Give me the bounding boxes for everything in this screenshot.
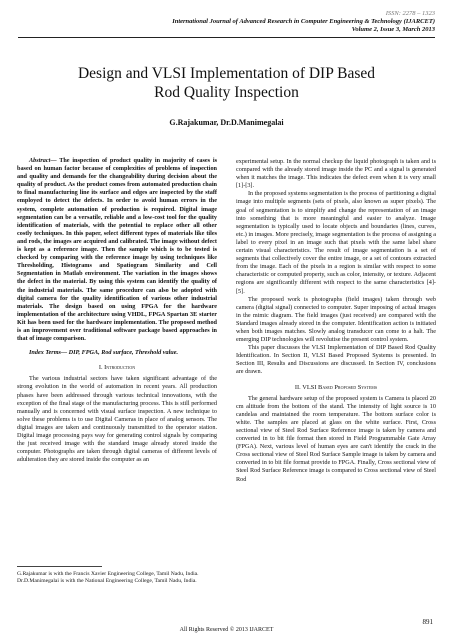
footnote-2: Dr.D.Manimegalai is with the National Engineering College, Tamil Nadu, India.	[17, 578, 197, 584]
right-paragraph-4: This paper discusses the VLSI Implementation of DIP Based Rod Quality Identification. In Section II, VLSI Based Proposed Systems is presented. In Section III, Results and Discussions are discussed. In Section IV, conclusions are drawn.	[236, 344, 436, 376]
journal-name: International Journal of Advanced Research in Computer Engineering & Technology (IJARCET)	[172, 18, 435, 25]
section-heading-introduction: I. Introduction	[98, 364, 136, 372]
abstract	[17, 157, 217, 343]
header-divider	[18, 37, 435, 38]
right-column	[236, 158, 436, 484]
right-paragraph-5: The general hardware setup of the proposed system is Camera is placed 20 cm altitude from the bottom of the stand. The intensity of light source is 10 candelas and maintained the room temperature. The bottom surface color is white. The samples are placed at glass on the white surface. First, Cross sectional view of Steel Rod Surface Reference image is taken by camera and converted in to bit file format then stored in Field Programmable Gate Array (FPGA). Next, various level of human eyes are can't identify the crack in the Cross sectional view of Steel Rod Surface Sample image is taken by camera and converted in to bit file format provide to FPGA. Finally, Cross sectional view of Steel Rod Surface Reference image is compared to Cross sectional view of Steel Rod	[236, 394, 436, 483]
abstract-lead: Abstract	[29, 157, 51, 164]
footnote-1: G.Rajakumar is with the Francis Xavier Engineering College, Tamil Nadu, India.	[17, 571, 199, 577]
page-footer: All Rights Reserved © 2013 IJARCET	[179, 627, 274, 633]
paper-authors: G.Rajakumar, Dr.D.Manimegalai	[169, 118, 284, 127]
abstract-text: — The inspection of product quality in majority of cases is based on human factor because of complexities of problems of inspection and quality and demands for the changeability during decision about the quality of product. As the product comes from automated production chain to final manufacturing line its surface and edges are inspected by the staff employed to detect the defects. In order to avoid human errors in the system, complete automation of production is required. Digital image segmentation can be a versatile, reliable and a low-cost tool for the quality identification of materials, with the potential to replace other all other costly techniques. In this paper, select different types of materials like tiles and rods, the images are acquired and calibrated. The image without defect is kept as a reference image. Then the sample which is to be tested is checked by comparing with the reference image by using techniques like Thresholding, Histograms and Spatiogram Similarity and Cell Segmentation in Matlab environment. The variation in the images shows the defect in the material. By using this system can identify the quality of the industrial materials. The same procedure can also be adopted with digital camera for the quality identification of various other industrial materials. The design based on using FPGA for the hardware implementation of the architecture using VHDL, FPGA Spartan 3E starter Kit has been used for the hardware implementation. The proposed method is an improvement over traditional software package based approaches in that of image comparison.	[17, 157, 217, 343]
title-line-1: Design and VLSI Implementation of DIP Based	[77, 65, 376, 82]
page-number: 891	[422, 618, 433, 626]
issn-label: ISSN: 2278 – 1323	[385, 10, 435, 17]
footnote-divider	[17, 566, 102, 567]
title-line-2: Rod Quality Inspection	[154, 84, 299, 101]
left-column	[17, 157, 217, 464]
journal-header	[15, 18, 435, 34]
paper-title	[40, 64, 413, 102]
right-paragraph-3: The proposed work is photographs (field images) taken through web camera (digital signal) connected to computer. Super imposing of actual images in the mimic diagram. The field images (just received) are compared with the Standard images already stored in the computer. Identification action is initiated when both images matches. Slowly analog transducer can come to a halt. The emerging DIP technologies will revolutise the present control system.	[236, 295, 436, 344]
right-paragraph-2: In the proposed systems segmentation is the process of partitioning a digital image into multiple segments (sets of pixels, also known as super pixels). The goal of segmentation is to simplify and change the representation of an image into something that is more meaningful and easier to analyze. Image segmentation is typically used to locate objects and boundaries (lines, curves, etc.) in images. More precisely, image segmentation is the process of assigning a label to every pixel in an image such that pixels with the same label share certain visual characteristics. The result of image segmentation is a set of segments that collectively cover the entire image, or a set of contours extracted from the image. Each of the pixels in a region is similar with respect to some characteristic or computed property, such as color, intensity, or texture. Adjacent regions are significantly different with respect to the same characteristics [4]-[5].	[236, 190, 436, 295]
journal-volume: Volume 2, Issue 3, March 2013	[351, 26, 435, 33]
footnotes	[17, 571, 217, 585]
right-paragraph-1: experimental setup. In the normal checkup the liquid photograph is taken and is compared with the already stored image inside the PC and a signal is generated when it matches the image. This indicates the defect even when it is very small [1]-[3].	[236, 158, 436, 190]
section-heading-proposed-systems: II. VLSI Based Proposed Systems	[294, 383, 378, 391]
index-terms: Index Terms— DIP, FPGA, Rod surface, Threshold value.	[29, 349, 179, 357]
introduction-paragraph: The various industrial sectors have taken significant advantage of the strong evolution in the world of automation in recent years. All production phases have been addressed through various technical innovations, with the exception of the final stage of the manufacturing process. This is still performed manually and is concerned with visual surface inspection. A new technique to solve these problems is to use Digital Cameras in place of analog sensors. The digital images are taken and continuously transmitted to the operator station. Digital image processing pays way for generating control signals by comparing the just received image with the standard image already stored inside the computer. Photographs are taken through digital cameras of different levels of adulteration they are stored inside the computer as an	[17, 375, 217, 464]
